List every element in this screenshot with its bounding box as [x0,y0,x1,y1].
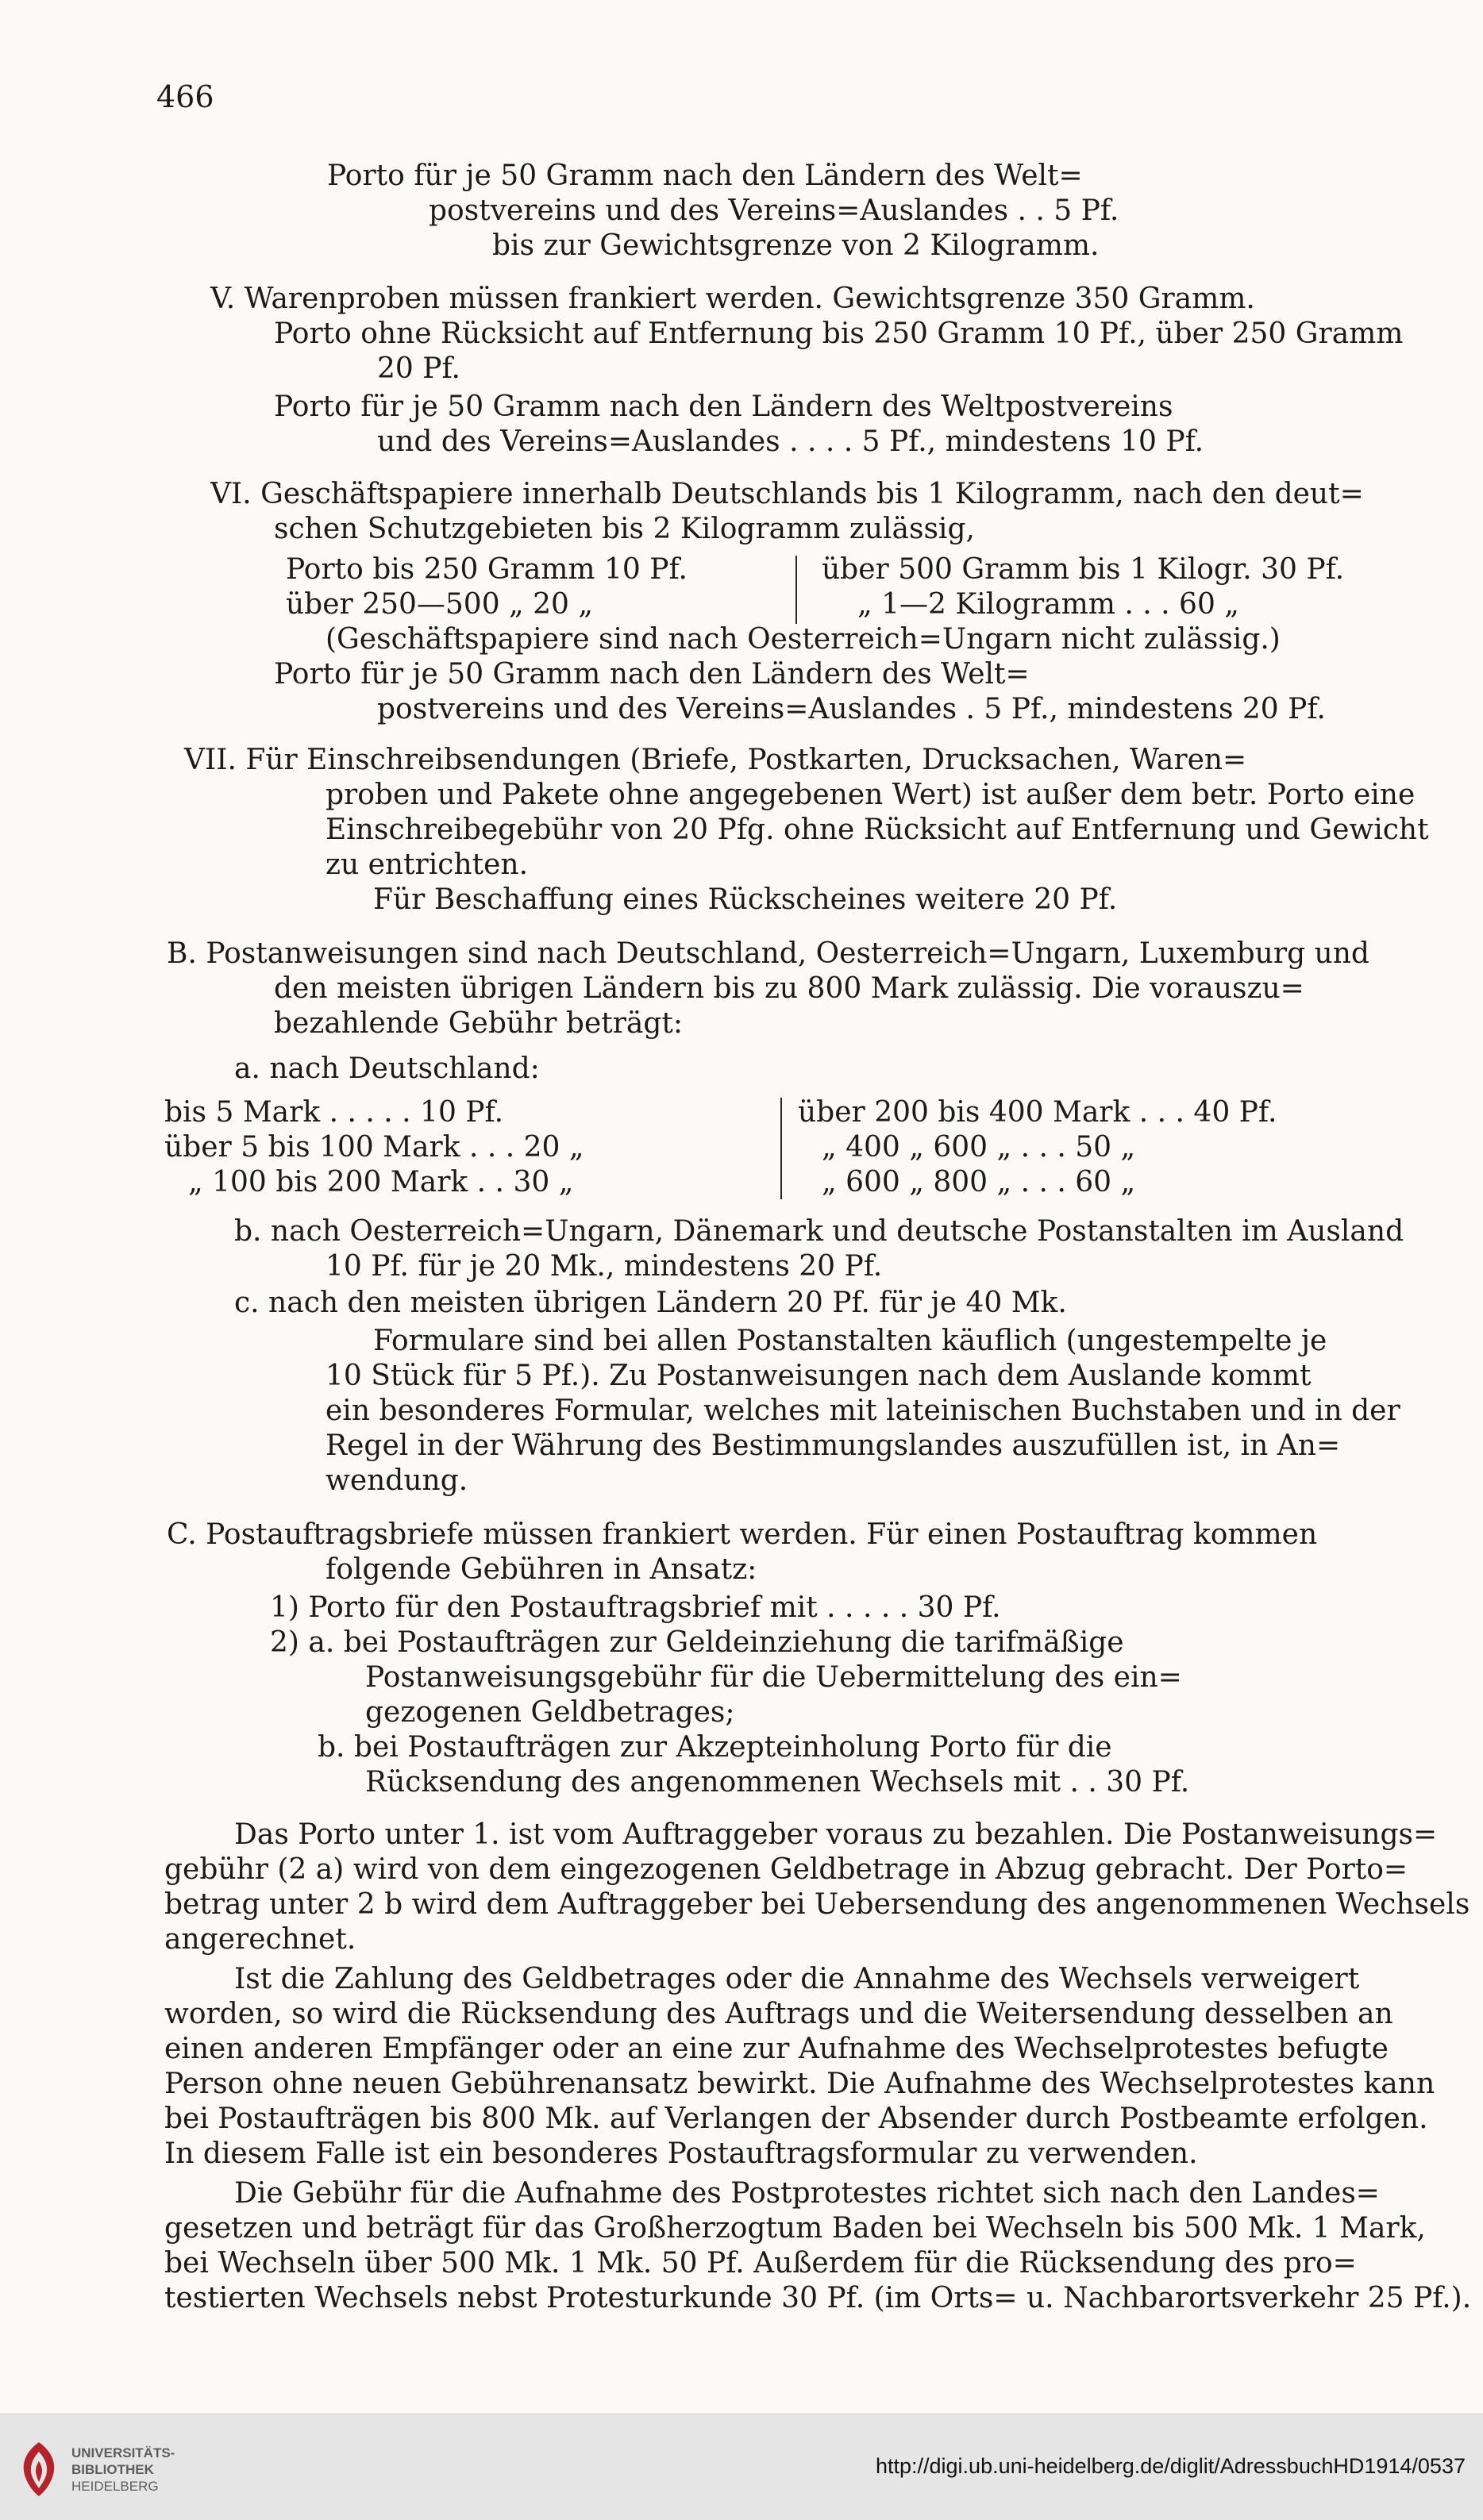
text-line: gesetzen und beträgt für das Großherzogtum Baden bei Wechseln bis 500 Mk. 1 Mark, [164,2212,1426,2245]
text-line: angerechnet. [164,1923,356,1956]
text-line: einen anderen Empfänger oder an eine zur Aufnahme des Wechselprotestes befugte [164,2033,1389,2065]
text-line: Ist die Zahlung des Geldbetrages oder die Annahme des Wechsels verweigert [234,1963,1360,1995]
viewer-footer [0,2413,1483,2520]
text-line: gezogenen Geldbetrages; [365,1696,735,1729]
text-line: bezahlende Gebühr beträgt: [274,1007,684,1040]
text-line: Einschreibegebühr von 20 Pfg. ohne Rücksicht auf Entfernung und Gewicht [325,814,1429,846]
text-line: c. nach den meisten übrigen Ländern 20 Pf. für je 40 Mk. [234,1287,1067,1319]
text-line: den meisten übrigen Ländern bis zu 800 Mark zulässig. Die vorauszu= [274,972,1304,1005]
text-line: 10 Pf. für je 20 Mk., mindestens 20 Pf. [325,1250,883,1283]
section-heading-b: B. Postanweisungen sind nach Deutschland, Oesterreich=Ungarn, Luxemburg und [167,937,1369,970]
table-cell: Porto bis 250 Gramm 10 Pf. [286,553,688,586]
text-line: 1) Porto für den Postauftragsbrief mit . . . . . 30 Pf. [270,1591,1001,1624]
text-line: Für Beschaffung eines Rückscheines weitere 20 Pf. [373,883,1118,916]
text-line: 20 Pf. [377,352,460,385]
table-cell: über 5 bis 100 Mark . . . 20 „ [164,1131,584,1164]
text-line: postvereins und des Vereins=Auslandes . . 5 Pf. [429,194,1119,227]
text-line: Die Gebühr für die Aufnahme des Postprotestes richtet sich nach den Landes= [234,2177,1380,2210]
text-line: wendung. [325,1464,468,1497]
text-line: folgende Gebühren in Ansatz: [325,1553,757,1586]
text-line: Porto ohne Rücksicht auf Entfernung bis 250 Gramm 10 Pf., über 250 Gramm [274,317,1404,350]
text-line: b. nach Oesterreich=Ungarn, Dänemark und deutsche Postanstalten im Ausland [234,1215,1404,1248]
text-line: Postanweisungsgebühr für die Uebermittelung des ein= [365,1661,1182,1694]
library-logo-line1: UNIVERSITÄTS- [71,2445,175,2460]
text-line: Porto für je 50 Gramm nach den Ländern des Welt= [327,160,1083,192]
text-line: Das Porto unter 1. ist vom Auftraggeber voraus zu bezahlen. Die Postanweisungs= [234,1818,1438,1851]
text-line: Porto für je 50 Gramm nach den Ländern des Weltpostvereins [274,391,1173,423]
table-divider [780,1098,782,1199]
table-cell: „ 100 bis 200 Mark . . 30 „ [188,1166,574,1198]
table-cell: über 200 bis 400 Mark . . . 40 Pf. [798,1096,1277,1129]
text-line: testierten Wechsels nebst Protesturkunde 30 Pf. (im Orts= u. Nachbarortsverkehr 25 Pf.). [164,2282,1472,2314]
university-seal-icon [17,2441,60,2498]
text-line: Porto für je 50 Gramm nach den Ländern des Welt= [274,658,1030,691]
text-line: zu entrichten. [325,848,529,881]
text-line: Formulare sind bei allen Postanstalten käuflich (ungestempelte je [373,1325,1327,1357]
text-line: ein besonderes Formular, welches mit lateinischen Buchstaben und in der [325,1395,1400,1427]
text-line: a. nach Deutschland: [234,1052,540,1085]
section-heading-v: V. Warenproben müssen frankiert werden. Gewichtsgrenze 350 Gramm. [210,283,1255,315]
text-line: b. bei Postaufträgen zur Akzepteinholung Porto für die [318,1731,1112,1764]
table-cell: über 250—500 „ 20 „ [286,588,594,621]
page-number: 466 [156,79,214,114]
permalink-url[interactable]: http://digi.ub.uni-heidelberg.de/diglit/AdressbuchHD1914/0537 [875,2454,1466,2478]
text-line: proben und Pakete ohne angegebenen Wert) ist außer dem betr. Porto eine [325,779,1416,811]
section-heading-c: C. Postauftragsbriefe müssen frankiert werden. Für einen Postauftrag kommen [167,1518,1318,1551]
text-line: (Geschäftspapiere sind nach Oesterreich=Ungarn nicht zulässig.) [325,623,1281,656]
text-line: Regel in der Währung des Bestimmungslandes auszufüllen ist, in An= [325,1429,1341,1462]
table-divider [795,556,797,624]
text-line: bis zur Gewichtsgrenze von 2 Kilogramm. [492,229,1100,262]
text-line: 10 Stück für 5 Pf.). Zu Postanweisungen nach dem Auslande kommt [325,1360,1312,1392]
table-cell: über 500 Gramm bis 1 Kilogr. 30 Pf. [822,553,1345,586]
library-logo-line3: HEIDELBERG [71,2479,159,2494]
text-line: bei Postaufträgen bis 800 Mk. auf Verlangen der Absender durch Postbeamte erfolgen. [164,2103,1428,2135]
text-line: Person ohne neuen Gebührenansatz bewirkt. Die Aufnahme des Wechselprotestes kann [164,2068,1435,2100]
section-heading-vii: VII. Für Einschreibsendungen (Briefe, Postkarten, Drucksachen, Waren= [184,744,1247,776]
section-heading-vi: VI. Geschäftspapiere innerhalb Deutschlands bis 1 Kilogramm, nach den deut= [210,478,1364,510]
table-cell: „ 600 „ 800 „ . . . 60 „ [822,1166,1136,1198]
text-line: betrag unter 2 b wird dem Auftraggeber bei Uebersendung des angenommenen Wechsels [164,1888,1470,1921]
text-line: 2) a. bei Postaufträgen zur Geldeinziehung die tarifmäßige [270,1626,1124,1659]
text-line: schen Schutzgebieten bis 2 Kilogramm zulässig, [274,513,975,545]
text-line: Rücksendung des angenommenen Wechsels mit . . 30 Pf. [365,1766,1190,1799]
text-line: worden, so wird die Rücksendung des Auftrags und die Weitersendung desselben an [164,1998,1393,2030]
text-line: bei Wechseln über 500 Mk. 1 Mk. 50 Pf. Außerdem für die Rücksendung des pro= [164,2247,1357,2280]
table-cell: „ 1—2 Kilogramm . . . 60 „ [857,588,1239,621]
table-cell: „ 400 „ 600 „ . . . 50 „ [822,1131,1136,1164]
table-cell: bis 5 Mark . . . . . 10 Pf. [164,1096,504,1129]
text-line: gebühr (2 a) wird von dem eingezogenen Geldbetrage in Abzug gebracht. Der Porto= [164,1853,1408,1886]
text-line: postvereins und des Vereins=Auslandes . 5 Pf., mindestens 20 Pf. [377,693,1326,725]
library-logo-line2: BIBLIOTHEK [71,2462,154,2477]
text-line: In diesem Falle ist ein besonderes Postauftragsformular zu verwenden. [164,2137,1198,2170]
text-line: und des Vereins=Auslandes . . . . 5 Pf., mindestens 10 Pf. [377,425,1204,458]
